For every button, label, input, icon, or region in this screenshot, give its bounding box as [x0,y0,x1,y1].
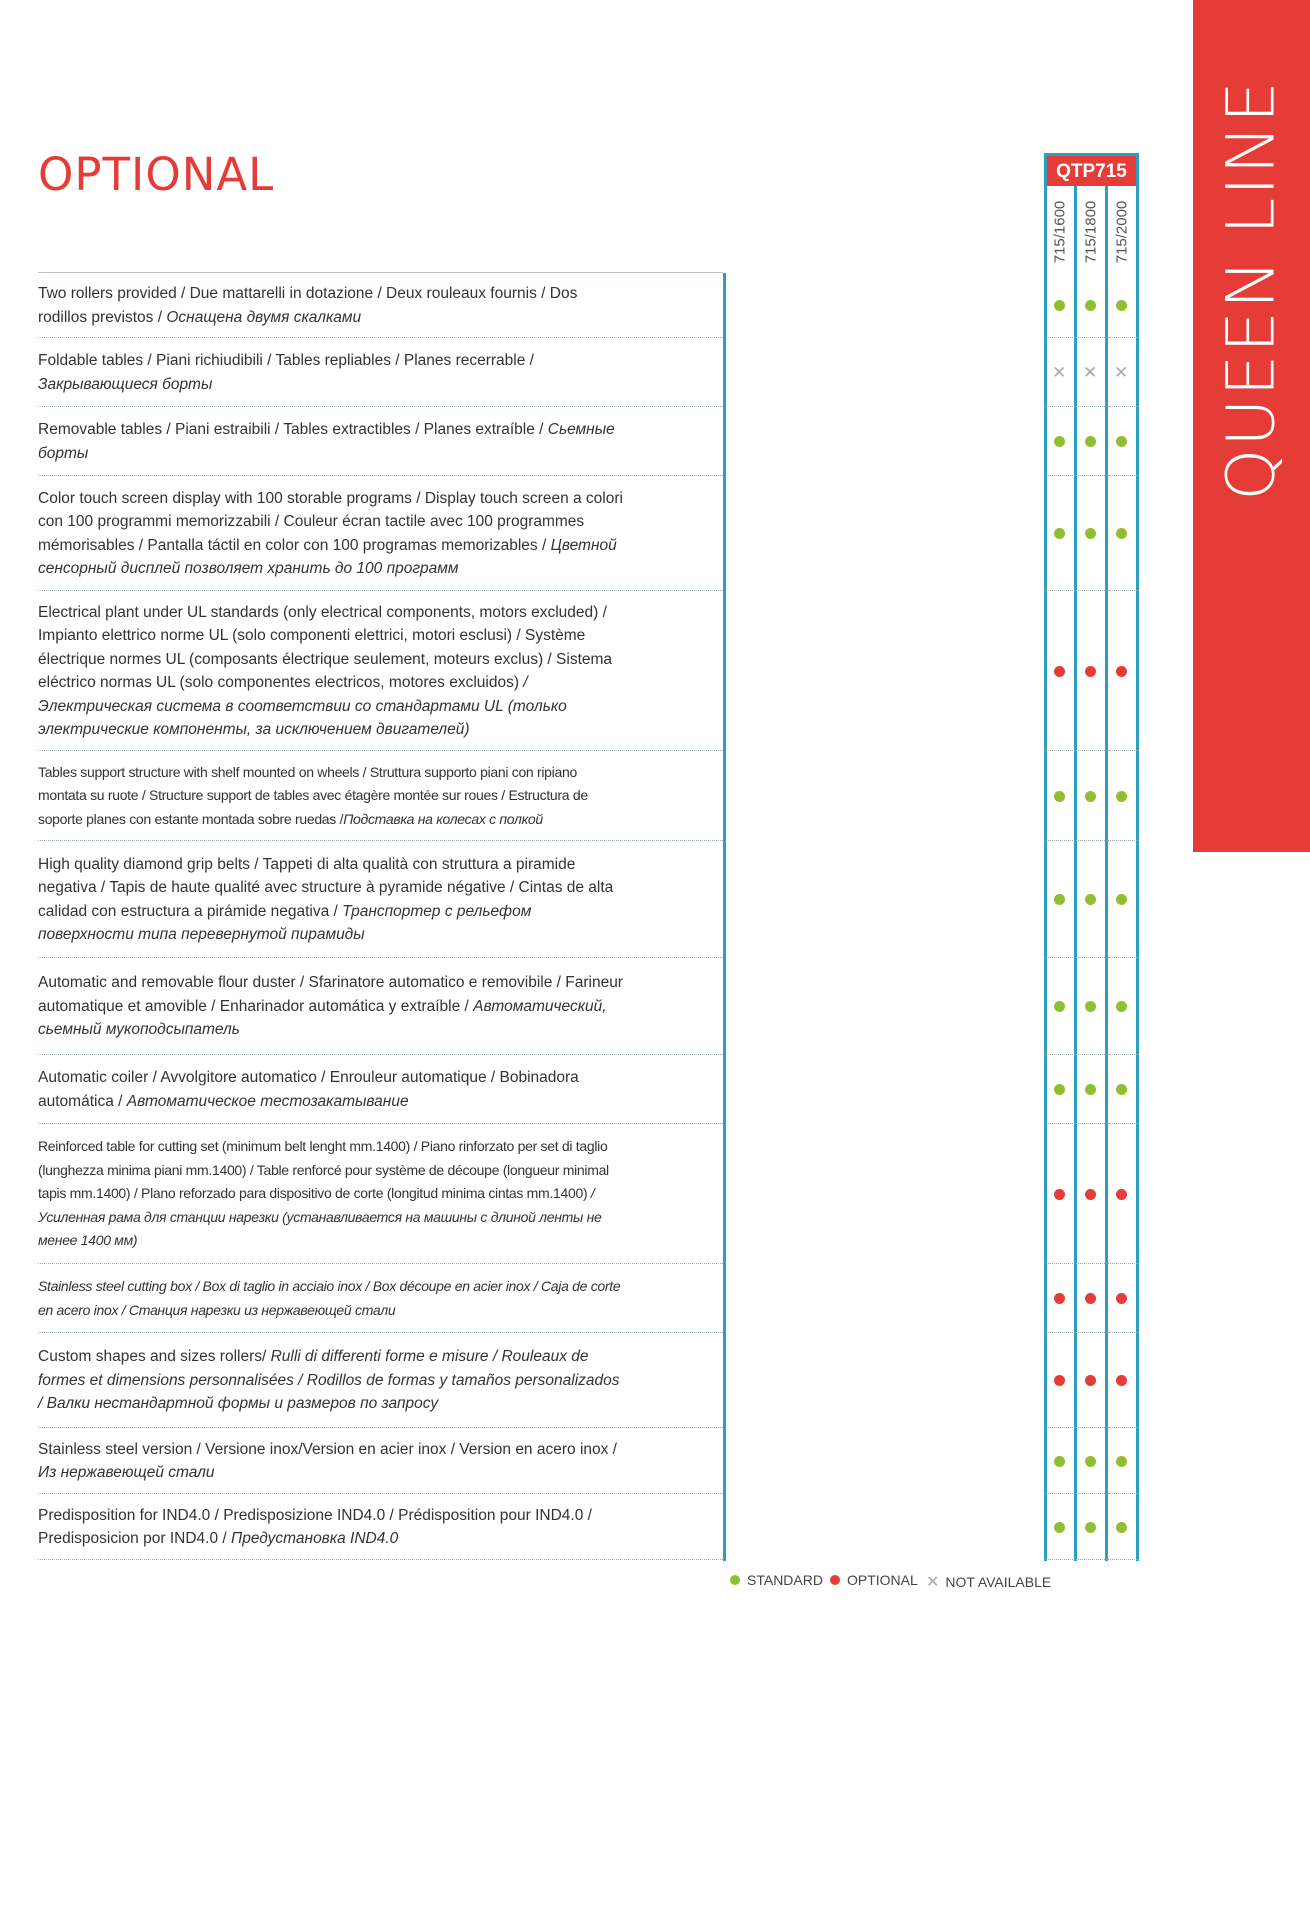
not-available-cross-icon: ✕ [1083,362,1098,382]
table-row [38,273,723,338]
table-row [38,1428,723,1494]
optional-dot-icon [830,1575,840,1585]
model-header: QTP715 [1044,153,1139,186]
column-row-separator [1044,1124,1139,1264]
row-description [38,487,628,581]
table-row [38,338,723,407]
row-text-russian: / Электрическая система в соответствии со стандартами UL (только электрические компоненты, за исключением двигателей) [38,674,567,738]
table-row [38,1494,723,1560]
side-label: QUEEN LINE [1212,79,1290,501]
row-description [38,1345,628,1416]
table-row [38,958,723,1055]
table-row [38,1333,723,1428]
row-text-plain: High quality diamond grip belts / Tappeti di alta qualità con struttura a piramide negativa / Tapis de haute qualité avec structure à pyramide négative / Cintas de alta calidad con estructura a pirámide negativa / [38,855,614,920]
row-text-russian: Оснащена двумя скалками [166,308,362,326]
row-description [38,761,628,832]
row-text-russian: Из нержавеющей стали [38,1464,215,1481]
column-row-separator [1044,841,1139,958]
row-text-russian: Транспортер с рельефом поверхности типа перевернутой пирамиды [38,902,532,943]
legend-standard: STANDARD [730,1572,823,1588]
column-row-separator [1044,338,1139,407]
column-row-separator [1044,1428,1139,1494]
table-row [38,476,723,591]
table-row [38,407,723,476]
row-text-plain: Reinforced table for cutting set (minimum belt lenght mm.1400) / Piano rinforzato per set di taglio (lunghezza minima piani mm.1400) / Table renforcé pour système de découpe (longueur minimal tapis mm.1400) / Plano reforzado para dispositivo de corte (longitud minima cintas mm.1400) [38,1138,609,1201]
column-row-separator [1044,1333,1139,1428]
row-text-plain: Automatic coiler / Avvolgitore automatico / Enrouleur automatique / Bobinadora automática / [38,1069,579,1110]
row-description [38,1275,628,1322]
row-description [38,1438,628,1485]
column-row-separator [1044,751,1139,841]
row-description [38,1066,628,1113]
row-text-russian: Rulli di differenti forme e misure / Rouleaux de formes et dimensions personnalisées / Rodillos de formas y tamaños personalizados / Валки нестандартной формы и размеров по запросу [38,1348,620,1412]
row-text-plain: Stainless steel version / Versione inox/Version en acier inox / Version en acero inox / [38,1440,617,1458]
row-description [38,1504,628,1551]
row-text-plain: Color touch screen display with 100 storable programs / Display touch screen a colori con 100 programmi memorizzabili / Couleur écran tactile avec 100 programmes mémorisables / Pantalla táctil en color con 100 programas memorizables / [38,489,623,554]
row-text-russian: / Усиленная рама для станции нарезки (устанавливается на машины с длиной ленты не менее 1400 мм) [38,1185,602,1248]
side-tab [1193,0,1310,852]
table-row [38,1124,723,1264]
not-available-cross-icon: ✕ [1114,362,1129,382]
row-description [38,853,628,947]
description-column-rule [723,273,726,1561]
row-text-plain: Foldable tables / Piani richiudibili / Tables repliables / Planes recerrable / [38,352,534,369]
table-row [38,751,723,841]
column-row-separator [1044,1055,1139,1124]
column-row-separator [1044,1264,1139,1333]
table-row [38,1264,723,1333]
row-text-plain: Removable tables / Piani estraibili / Tables extractibles / Planes extraíble / [38,421,548,438]
column-row-separator [1044,476,1139,591]
row-text-plain: Automatic and removable flour duster / Sfarinatore automatico e removibile / Farineur automatique et amovible / Enharinador automática y extraíble / [38,974,623,1015]
row-description [38,971,628,1042]
row-description [38,1135,628,1253]
row-text-plain: Electrical plant under UL standards (only electrical components, motors excluded) / Impianto elettrico norme UL (solo componenti elettrici, motori esclusi) / Système électrique normes UL (composants électrique seulement, moteurs exclus) / Sistema eléctrico normas UL (solo componentes electricos, motores excluidos) [38,603,613,691]
cross-icon: ✕ [926,1574,940,1591]
row-description [38,418,628,465]
legend-optional: OPTIONAL [830,1572,918,1588]
row-text-russian: Stainless steel cutting box / Box di taglio in acciaio inox / Box découpe en acier inox / Caja de corte en acero inox / Станция нарезки из нержавеющей стали [38,1278,621,1318]
row-text-plain: Predisposition for IND4.0 / Predisposizione IND4.0 / Prédisposition pour IND4.0 / Predisposicion por IND4.0 / [38,1506,592,1547]
row-text-russian: Подставка на колесах с полкой [343,810,543,827]
column-row-separator [1044,407,1139,476]
column-row-separator [1044,591,1139,751]
row-text-russian: Закрывающиеся борты [38,375,213,393]
legend-not-available: ✕ NOT AVAILABLE [926,1574,1052,1591]
row-text-russian: Предустановка IND4.0 [230,1530,399,1547]
column-row-separator [1044,273,1139,338]
page-title: OPTIONAL [38,148,275,201]
row-text-russian: Автоматическое тестозакатывание [126,1092,409,1110]
standard-dot-icon [730,1575,740,1585]
row-description [38,349,628,396]
row-text-plain: Tables support structure with shelf mounted on wheels / Struttura supporto piani con ripiano montata su ruote / Structure support de tables avec étagère montée sur roues / Estructura de soporte planes con estante montada sobre ruedas / [38,763,588,827]
row-text-russian: Автоматический, сьемный мукоподсыпатель [38,997,607,1038]
row-text-plain: Custom shapes and sizes rollers/ [38,1348,271,1365]
table-row [38,841,723,958]
column-row-separator [1044,958,1139,1055]
row-text-plain: Two rollers provided / Due mattarelli in dotazione / Deux rouleaux fournis / Dos rodillos previstos / [38,285,578,326]
row-text-russian: Цветной сенсорный дисплей позволяет хранить до 100 программ [38,536,617,577]
table-row [38,591,723,751]
not-available-cross-icon: ✕ [1052,362,1067,382]
row-text-russian: Сьемные борты [38,421,615,462]
column-row-separator [1044,1494,1139,1560]
table-row [38,1055,723,1124]
row-description [38,601,628,742]
row-description [38,282,628,329]
